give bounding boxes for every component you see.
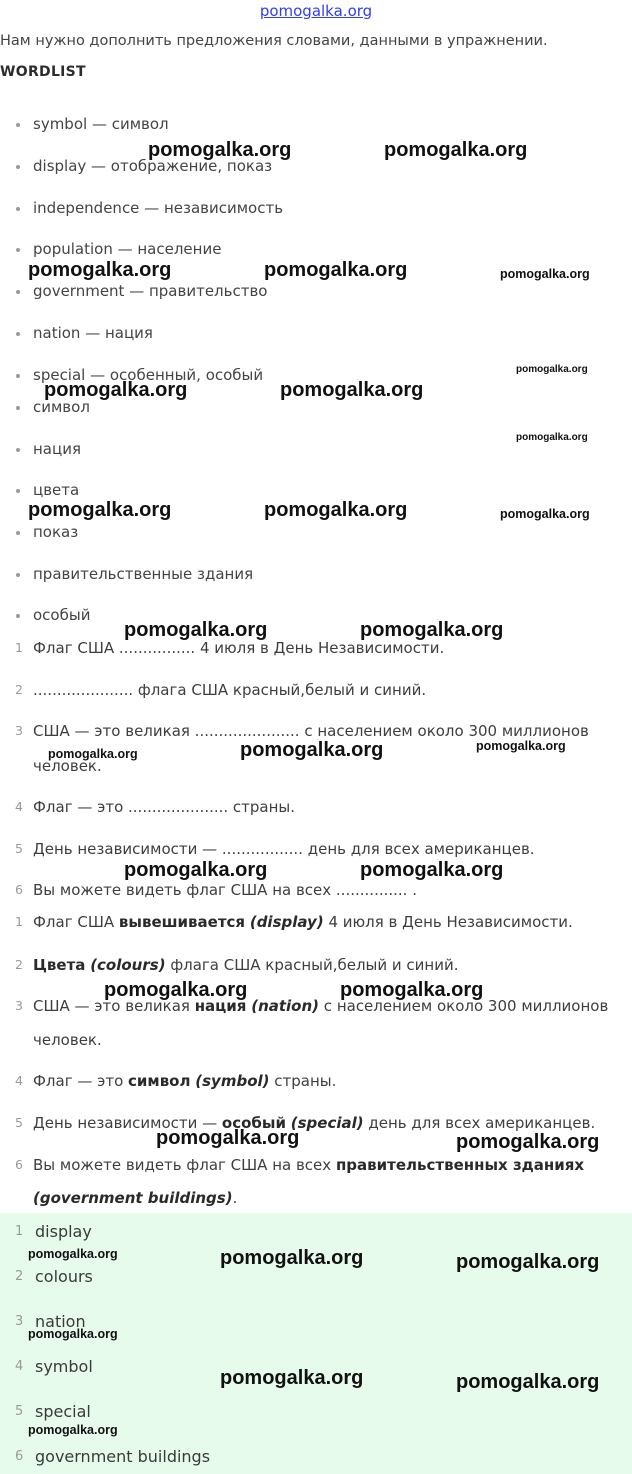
watermark-text: pomogalka.org — [220, 1247, 364, 1269]
answer-sentence-continuation: (government buildings). — [33, 1189, 238, 1207]
answer-item: 2 colours — [15, 1267, 93, 1286]
watermark-text: pomogalka.org — [500, 267, 590, 281]
watermark-text: pomogalka.org — [48, 747, 138, 761]
answer-sentence: 5 День независимости — особый (special) день для всех американцев. — [15, 1114, 596, 1132]
watermark-text: pomogalka.org — [516, 432, 588, 443]
bullet-icon — [16, 406, 20, 410]
wordlist-item: independence — независимость — [33, 199, 283, 217]
answer-item: 3 nation — [15, 1312, 86, 1331]
watermark-text: pomogalka.org — [456, 1131, 600, 1153]
watermark-text: pomogalka.org — [360, 859, 504, 881]
watermark-text: pomogalka.org — [124, 619, 268, 641]
bullet-icon — [16, 448, 20, 452]
bullet-icon — [16, 165, 20, 169]
wordlist-item: показ — [33, 523, 78, 541]
exercise-item: 6 Вы можете видеть флаг США на всех ............... . — [15, 881, 417, 899]
watermark-text: pomogalka.org — [28, 499, 172, 521]
bullet-icon — [16, 332, 20, 336]
wordlist-item: special — особенный, особый — [33, 366, 263, 384]
wordlist-item: цвета — [33, 481, 79, 499]
answer-item: 1 display — [15, 1222, 92, 1241]
wordlist-item: символ — [33, 398, 90, 416]
watermark-text: pomogalka.org — [360, 619, 504, 641]
watermark-text: pomogalka.org — [516, 364, 588, 375]
exercise-item: 4 Флаг — это ..................... страны. — [15, 798, 296, 816]
exercise-item: 3 США — это великая ...................... с населением около 300 миллионов — [15, 722, 589, 740]
watermark-text: pomogalka.org — [28, 259, 172, 281]
bullet-icon — [16, 374, 20, 378]
watermark-text: pomogalka.org — [28, 1247, 118, 1261]
wordlist-item: government — правительство — [33, 282, 268, 300]
wordlist-item: display — отображение, показ — [33, 157, 272, 175]
watermark-text: pomogalka.org — [476, 739, 566, 753]
wordlist-item: symbol — символ — [33, 115, 169, 133]
bullet-icon — [16, 531, 20, 535]
watermark-text: pomogalka.org — [500, 507, 590, 521]
answer-sentence: 4 Флаг — это символ (symbol) страны. — [15, 1072, 337, 1090]
watermark-text: pomogalka.org — [340, 979, 484, 1001]
watermark-text: pomogalka.org — [456, 1371, 600, 1393]
watermark-text: pomogalka.org — [28, 1423, 118, 1437]
wordlist-heading: WORDLIST — [0, 64, 86, 80]
bullet-icon — [16, 489, 20, 493]
watermark-text: pomogalka.org — [264, 259, 408, 281]
watermark-text: pomogalka.org — [220, 1367, 364, 1389]
answer-sentence: 1 Флаг США вывешивается (display) 4 июля в День Независимости. — [15, 913, 573, 931]
bullet-icon — [16, 207, 20, 211]
wordlist-item: нация — [33, 440, 81, 458]
answer-sentence-continuation: человек. — [33, 1031, 102, 1049]
watermark-text: pomogalka.org — [264, 499, 408, 521]
answer-item: 5 special — [15, 1402, 91, 1421]
bullet-icon — [16, 573, 20, 577]
exercise-item: 5 День независимости — ................. день для всех американцев. — [15, 840, 535, 858]
bullet-icon — [16, 290, 20, 294]
watermark-text: pomogalka.org — [384, 139, 528, 161]
watermark-text: pomogalka.org — [240, 739, 384, 761]
exercise-item: 2 ..................... флага США красный,белый и синий. — [15, 681, 427, 699]
wordlist-item: population — население — [33, 240, 221, 258]
bullet-icon — [16, 248, 20, 252]
watermark-text: pomogalka.org — [280, 379, 424, 401]
answer-item: 4 symbol — [15, 1357, 93, 1376]
bullet-icon — [16, 123, 20, 127]
exercise-item: 1 Флаг США ................ 4 июля в День Независимости. — [15, 639, 445, 657]
site-link[interactable]: pomogalka.org — [259, 2, 373, 20]
watermark-text: pomogalka.org — [44, 379, 188, 401]
bullet-icon — [16, 614, 20, 618]
watermark-text: pomogalka.org — [456, 1251, 600, 1273]
intro-text: Нам нужно дополнить предложения словами, данными в упражнении. — [0, 33, 548, 49]
watermark-text: pomogalka.org — [124, 859, 268, 881]
answer-item: 6 government buildings — [15, 1447, 211, 1466]
answer-sentence: 3 США — это великая нация (nation) с населением около 300 миллионов — [15, 997, 609, 1015]
wordlist-item: правительственные здания — [33, 565, 253, 583]
wordlist-item: nation — нация — [33, 324, 153, 342]
exercise-item-continuation: человек. — [33, 757, 102, 775]
answer-sentence: 2 Цвета (colours) флага США красный,белый и синий. — [15, 956, 459, 974]
wordlist-item: особый — [33, 606, 90, 624]
watermark-text: pomogalka.org — [156, 1127, 300, 1149]
watermark-text: pomogalka.org — [28, 1327, 118, 1341]
answer-sentence: 6 Вы можете видеть флаг США на всех правительственных зданиях — [15, 1156, 585, 1174]
watermark-text: pomogalka.org — [104, 979, 248, 1001]
watermark-text: pomogalka.org — [148, 139, 292, 161]
